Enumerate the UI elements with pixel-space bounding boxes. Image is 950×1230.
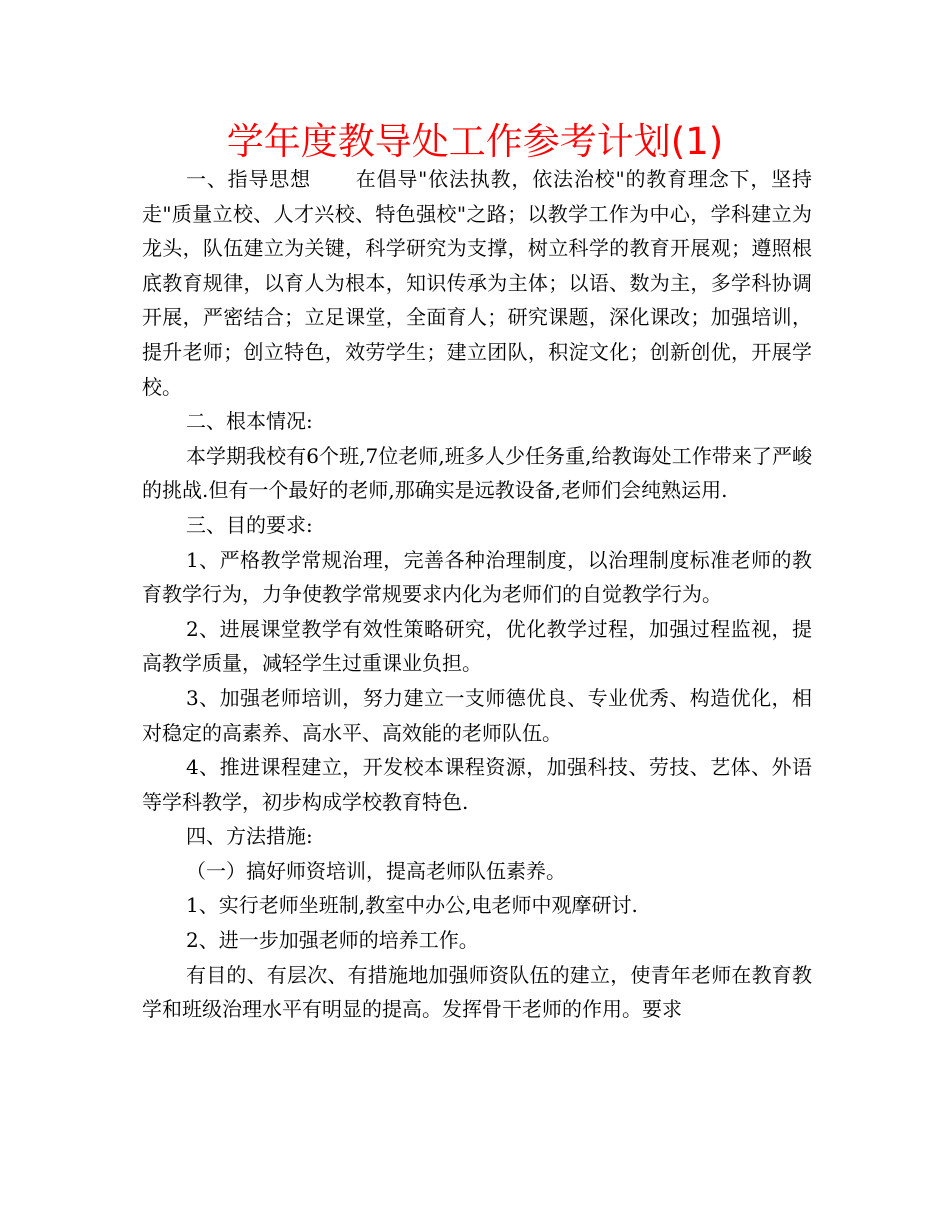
paragraph-measure-subheading: （一）搞好师资培训，提高老师队伍素养。 [186,858,566,883]
section-heading: 一、指导思想 [186,167,311,191]
paragraph-heading-basic-situation: 二、根本情况: [186,409,313,434]
paragraph-basic-situation: 本学期我校有6个班,7位老师,班多人少任务重,给教诲处工作带来了严峻的挑战.但有一个最好的老师,那确实是远教设备,老师们会纯熟运用. [142,443,812,503]
paragraph-goal-4: 4、推进课程建立，开发校本课程资源，加强科技、劳技、艺体、外语等学科教学，初步构成学校教育特色. [142,755,812,814]
paragraph-guiding-ideology [142,162,812,404]
paragraph-goal-2: 2、进展课堂教学有效性策略研究，优化教学过程，加强过程监视，提高教学质量，减轻学生过重课业负担。 [142,616,812,676]
paragraph-heading-goals: 三、目的要求: [186,512,313,537]
paragraph-goal-3: 3、加强老师培训，努力建立一支师德优良、专业优秀、构造优化，相对稳定的高素养、高水平、高效能的老师队伍。 [142,685,812,745]
section-text: 在倡导"依法执教，依法治校"的教育理念下，坚持走"质量立校、人才兴校、特色强校"之路；以教学工作为中心，学科建立为龙头，队伍建立为关键，科学研究为支撑，树立科学的教育开展观；遵照根底教育规律，以育人为根本，知识传承为主体；以语、数为主，多学科协调开展，严密结合；立足课堂，全面育人；研究课题，深化课改；加强培训，提升老师；创立特色，效劳学生；建立团队，积淀文化；创新创优，开展学校。 [142,167,813,399]
paragraph-measure-1: 1、实行老师坐班制,教室中办公,电老师中观摩研讨. [186,893,638,918]
paragraph-goal-1: 1、严格教学常规治理，完善各种治理制度，以治理制度标准老师的教育教学行为，力争使教学常规要求内化为老师们的自觉教学行为。 [142,547,812,607]
document-body [142,162,812,1027]
paragraph-measure-2: 2、进一步加强老师的培养工作。 [186,928,479,953]
paragraph-measure-detail: 有目的、有层次、有措施地加强师资队伍的建立，使青年老师在教育教学和班级治理水平有明显的提高。发挥骨干老师的作用。要求 [142,962,812,1022]
document-title: 学年度教导处工作参考计划(1) [226,120,724,163]
paragraph-heading-measures: 四、方法措施: [186,824,313,849]
